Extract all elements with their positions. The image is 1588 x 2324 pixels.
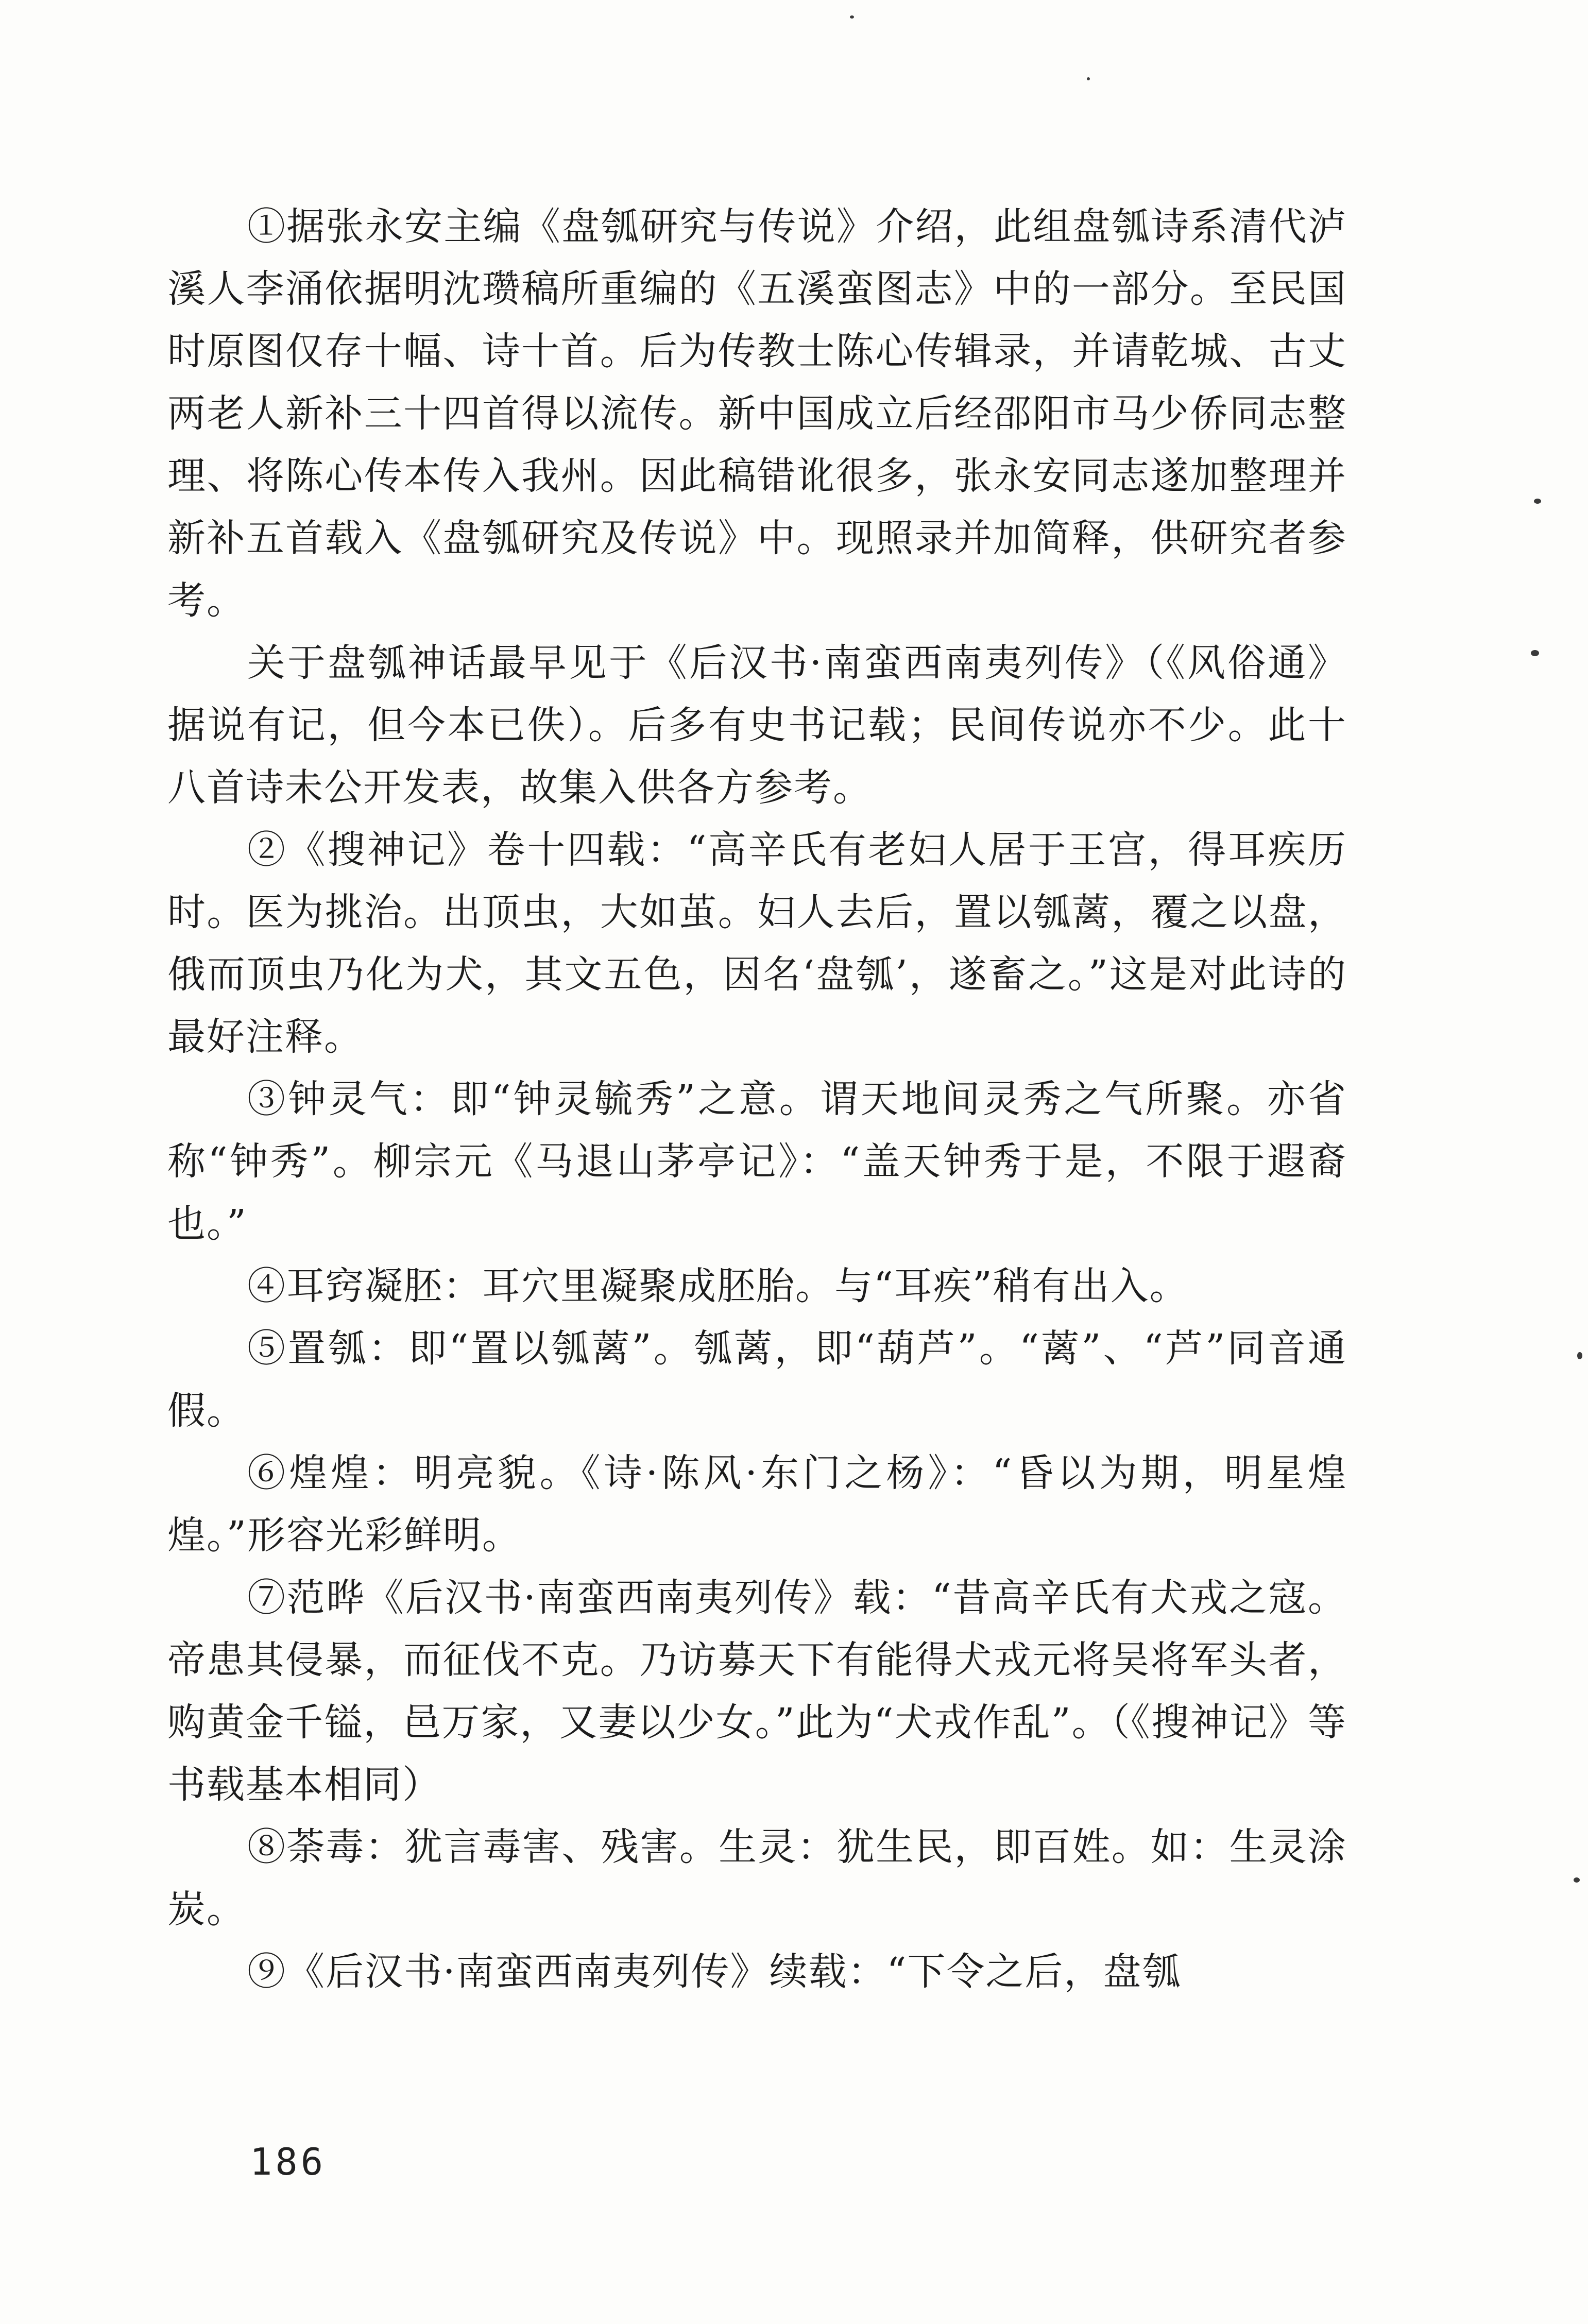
note-7-fanye: ⑦范晔《后汉书·南蛮西南夷列传》载：“昔高辛氏有犬戎之寇。帝患其侵暴，而征伐不克。乃访募天下有能得犬戎元将吴将军头者，购黄金千镒，邑万家，又妻以少女。”此为“犬戎作乱”。（《搜神记》等书载基本相同）: [167, 1576, 1347, 1807]
note-3-zhongling: ③钟灵气：即“钟灵毓秀”之意。谓天地间灵秀之气所聚。亦省称“钟秀”。柳宗元《马退山茅亭记》：“盖天钟秀于是，不限于遐裔也。”: [167, 1077, 1347, 1246]
page-number: 186: [250, 2140, 327, 2183]
note-1-zhang-yongan: ①据张永安主编《盘瓠研究与传说》介绍，此组盘瓠诗系清代泸溪人李涌依据明沈瓒稿所重编的《五溪蛮图志》中的一部分。至民国时原图仅存十幅、诗十首。后为传教士陈心传辑录，并请乾城、古丈两老人新补三十四首得以流传。新中国成立后经邵阳市马少侨同志整理、将陈心传本传入我州。因此稿错讹很多，张永安同志遂加整理并新补五首载入《盘瓠研究及传说》中。现照录并加简释，供研究者参考。: [167, 204, 1347, 623]
scan-speck: [1531, 650, 1539, 656]
note-panhu-myth-origin: 关于盘瓠神话最早见于《后汉书·南蛮西南夷列传》（《风俗通》据说有记，但今本已佚）。后多有史书记载；民间传说亦不少。此十八首诗未公开发表，故集入供各方参考。: [167, 641, 1347, 810]
note-8-tudu: ⑧荼毒：犹言毒害、残害。生灵：犹生民，即百姓。如：生灵涂炭。: [167, 1825, 1347, 1932]
scan-speck: [850, 15, 854, 19]
note-2-soushenji: ②《搜神记》卷十四载：“高辛氏有老妇人居于王宫，得耳疾历时。医为挑治。出顶虫，大如茧。妇人去后，置以瓠蓠，覆之以盘，俄而顶虫乃化为犬，其文五色，因名‘盘瓠’，遂畜之。”这是对此诗的最好注释。: [167, 828, 1347, 1059]
scan-speck: [1087, 77, 1090, 80]
note-9-houhanshu: ⑨《后汉书·南蛮西南夷列传》续载：“下令之后，盘瓠: [247, 1950, 1182, 1994]
scan-speck: [1577, 1352, 1582, 1359]
note-5-zhihu: ⑤置瓠：即“置以瓠蓠”。瓠蓠，即“葫芦”。“蓠”、“芦”同音通假。: [167, 1326, 1347, 1433]
annotation-text: [167, 196, 1347, 2003]
note-4-erqiao: ④耳窍凝胚：耳穴里凝聚成胚胎。与“耳疾”稍有出入。: [247, 1264, 1189, 1308]
scan-speck: [1574, 1877, 1580, 1883]
note-6-huanghuang: ⑥煌煌：明亮貌。《诗·陈风·东门之杨》：“昏以为期，明星煌煌。”形容光彩鲜明。: [167, 1451, 1347, 1558]
scan-speck: [1534, 499, 1541, 504]
